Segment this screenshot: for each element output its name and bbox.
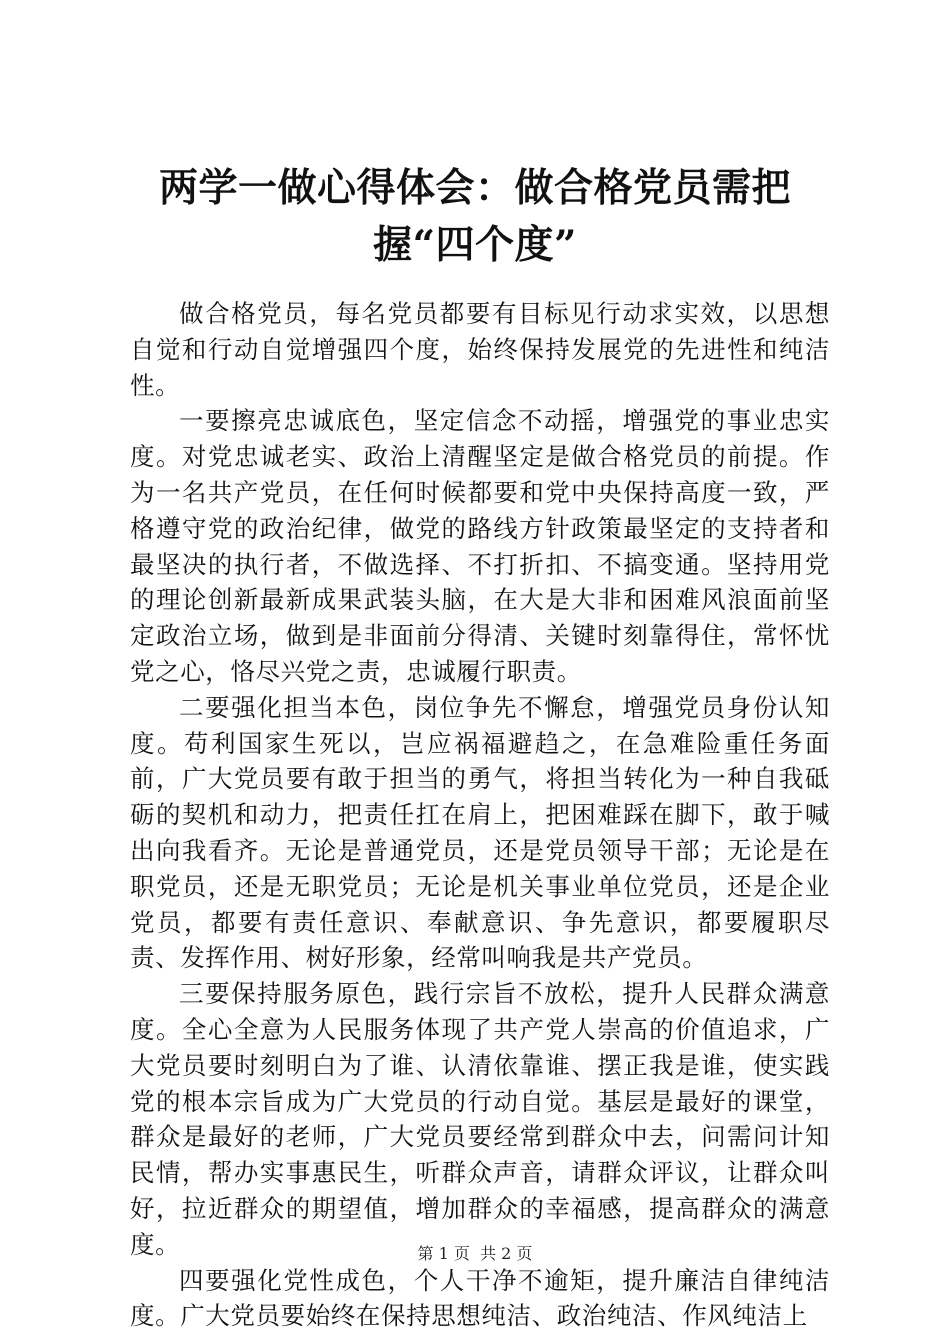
paragraph-loyalty: 一要擦亮忠诚底色，坚定信念不动摇，增强党的事业忠实度。对党忠诚老实、政治上清醒坚定是做合格党员的前提。作为一名共产党员，在任何时候都要和党中央保持高度一致，严格遵守党的政治纪律，做党的路线方针政策最坚定的支持者和最坚决的执行者，不做选择、不打折扣、不搞变通。坚持用党的理论创新最新成果武装头脑，在大是大非和困难风浪面前坚定政治立场，做到是非面前分得清、关键时刻靠得住，常怀忧党之心，恪尽兴党之责，忠诚履行职责。 bbox=[130, 406, 830, 686]
page-footer bbox=[0, 1243, 950, 1265]
paragraph-intro: 做合格党员，每名党员都要有目标见行动求实效，以思想自觉和行动自觉增强四个度，始终保持发展党的先进性和纯洁性。 bbox=[130, 299, 830, 400]
paragraph-service: 三要保持服务原色，践行宗旨不放松，提升人民群众满意度。全心全意为人民服务体现了共产党人崇高的价值追求，广大党员要时刻明白为了谁、认清依靠谁、摆正我是谁，使实践党的根本宗旨成为广大党员的行动自觉。基层是最好的课堂，群众是最好的老师，广大党员要经常到群众中去，问需问计知民情，帮办实事惠民生，听群众声音，请群众评议，让群众叫好，拉近群众的期望值，增加群众的幸福感，提高群众的满意度。 bbox=[130, 979, 830, 1259]
document-title: 两学一做心得体会：做合格党员需把握“四个度” bbox=[158, 165, 791, 268]
paragraph-integrity: 四要强化党性成色，个人干净不逾矩，提升廉洁自律纯洁度。广大党员要始终在保持思想纯洁、政治纯洁、作风纯洁上 bbox=[130, 1265, 830, 1331]
paragraph-responsibility: 二要强化担当本色，岗位争先不懈怠，增强党员身份认知度。苟利国家生死以，岂应祸福避趋之，在急难险重任务面前，广大党员要有敢于担当的勇气，将担当转化为一种自我砥砺的契机和动力，把责任扛在肩上，把困难踩在脚下，敢于喊出向我看齐。无论是普通党员，还是党员领导干部；无论是在职党员，还是无职党员；无论是机关事业单位党员，还是企业党员，都要有责任意识、奉献意识、争先意识，都要履职尽责、发挥作用、树好形象，经常叫响我是共产党员。 bbox=[130, 692, 830, 973]
document-body bbox=[130, 296, 830, 1334]
page-number: 第 1 页 共 2 页 bbox=[417, 1244, 533, 1263]
